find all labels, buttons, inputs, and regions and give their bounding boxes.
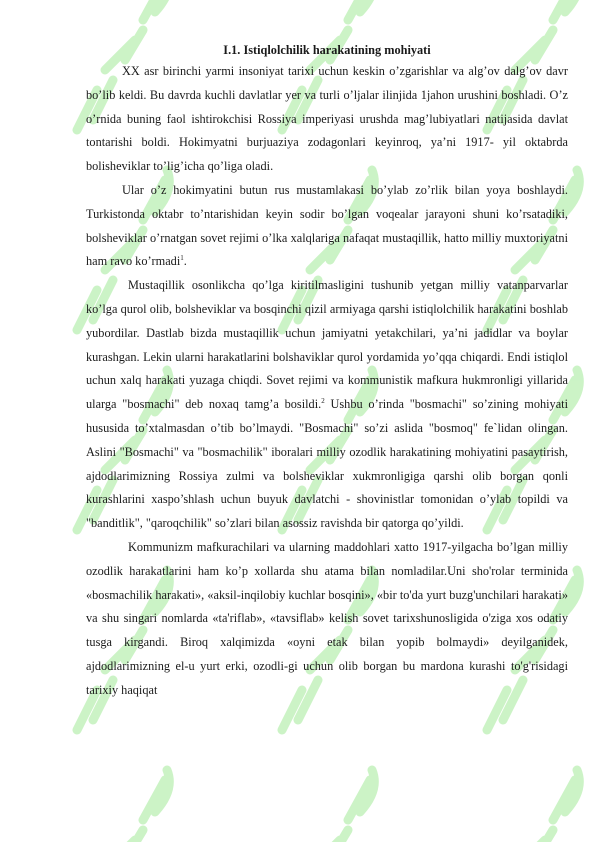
paragraph-2 xyxy=(86,179,568,274)
section-title: I.1. Istiqlolchilik harakatining mohiyati xyxy=(223,43,431,57)
paragraph-3-continued: Ushbu o’rinda "bosmachi" so’zining mohiyati hususida to’xtalmasdan o’tib bo’lmaydi. "Bosmachi" so’zi aslida "bosmoq" fe`lidan olingan. Aslini "Bosmachi" va "bosmachilik" iboralari milliy ozodlik harakatining mohiyatini pasaytirish, ajdodlarimizning Rossiya zulmi va bolsheviklar xukmronligiga qarshi olib borgan qonli kurashlarini xaspo’shlash uchun buyuk davlatchi - shovinistlar tomonidan o’ylab topildi va "banditlik", "qaroqchilik" so’zlari bilan asossiz ravishda bir qatorga qo’yildi. xyxy=(86,397,568,531)
footnote-ref-1[interactable]: 1 xyxy=(180,254,184,263)
watermark-mark-15 xyxy=(487,770,579,842)
paragraph-1 xyxy=(86,60,568,179)
document-page xyxy=(86,40,568,703)
watermark-mark-13 xyxy=(77,770,169,842)
paragraph-1-text: XX asr birinchi yarmi insoniyat tarixi uchun keskin o’zgarishlar va alg’ov dalg’ov davr bo’lib keldi. Bu davrda kuchli davlatlar yer va turli o’ljalar ilinjida 1jahon urushini boshladi. O’z o’rnida buning faol ishtirokchisi Rossiya imperiyasi urushda mag’lubiyatlari natijasida davlat tontarishi boldi. Hokimyatni burjuaziya zodagonlari keyinroq, ya’ni 1917- yil oktabrda bolisheviklar to’lig’icha qo’liga oladi. xyxy=(86,64,568,174)
paragraph-4 xyxy=(86,536,568,703)
paragraph-3-text: Mustaqillik osonlikcha qo’lga kiritilmasligini tushunib yetgan milliy vatanparvarlar ko’lga qurol olib, bolsheviklar va bosqinchi qizil armiyaga qarshi istiqlolchilik harakatini boshlab yubordilar. Dastlab bizda mustaqillik uchun jamiyatni yetakchilari, ya’ni jadidlar va boylar kurashgan. Lekin ularni harakatlarini bolshaviklar qurol yordamida yo’qqa chiqardi. Endi istiqlol uchun xalq harakati yuzaga chiqdi. Sovet rejimi va kommunistik mafkura hukmronligi yillarida ularga "bosmachi" deb noxaq tamg’a bosildi. xyxy=(86,278,568,412)
paragraph-2-text: Ular o’z hokimyatini butun rus mustamlakasi bo’ylab zo’rlik bilan yoya boshlaydi. Turkistonda oktabr to’ntarishidan keyin sodir bo’lgan voqealar jarayoni shuni ko’rsatadiki, bolsheviklar o’rnatgan sovet rejimi o’lka xalqlariga nafaqat mustaqillik, hatto milliy muxtoriyatni ham ravo ko’rmadi xyxy=(86,182,568,269)
paragraph-2-end: . xyxy=(183,254,187,269)
watermark-mark-14 xyxy=(282,770,374,842)
paragraph-4-text: Kommunizm mafkurachilari va ularning maddohlari xatto 1917-yilgacha bo’lgan milliy ozodlik harakatlarini ham ko’p xollarda shu atama bilan nomladilar.Uni sho'rolar terminida «bosmachilik harakati», «aksil-inqilobiy kuchlar bosqini», «bir to'da yurt buzg'unchilari harakati» va shu singari nomlarda «ta'riflab», «tavsiflab» kelish sovet tarixshunosligida o'ziga xos odatiy tusga kirgandi. Biroq xalqimizda «oyni etak bilan yopib bolmaydi» deyilganidek, ajdodlarimizning el-u yurt erki, ozodli-gi uchun olib borgan bu mardona kurashi to'g'risidagi tarixiy haqiqat xyxy=(86,539,568,697)
footnote-ref-2[interactable]: 2 xyxy=(321,397,325,406)
paragraph-3 xyxy=(86,274,568,536)
